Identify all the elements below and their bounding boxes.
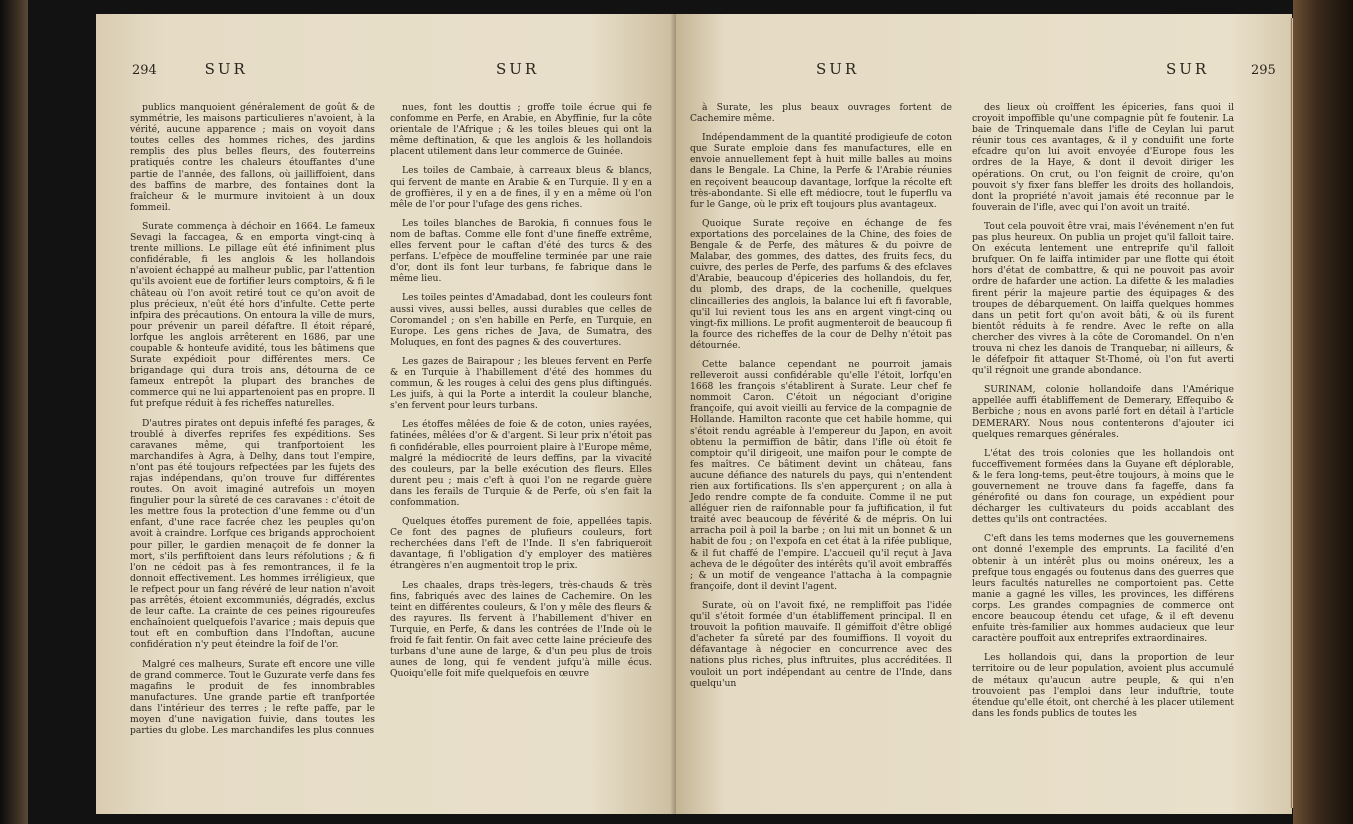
paragraph: des lieux où croîffent les épiceries, fans quoi il croyoit impoffible qu'une compagnie pût fe foutenir. La baie de Trinquemale dans l'ifle de Ceylan lui parut réunir tous ces avantages, & il y conduifit une forte efcadre qu'on lui avoit envoyée d'Europe fous les ordres de la Haye, & dont il devoit diriger les opérations. On crut, ou l'on feignit de croire, qu'on pouvoit s'y fixer fans bleffer les droits des hollandois, dont la propriété n'avoit jamais été reconnue par le fouverain de l'ifle, avec qui l'on avoit un traité. (972, 102, 1234, 213)
book-cover-left-edge (0, 0, 28, 824)
running-head: SUR (1166, 60, 1210, 78)
paragraph: Indépendamment de la quantité prodigieufe de coton que Surate emploie dans fes manufactures, elle en envoie annuellement fept à huit mille balles au moins dans le Bengale. La Chine, la Perfe & l'Arabie réunies en reçoivent beaucoup davantage, lorfque la récolte eft très-abondante. Si elle eft médiocre, tout le fuperflu va fur le Gange, où le prix eft toujours plus avantageux. (690, 132, 952, 210)
paragraph: SURINAM, colonie hollandoife dans l'Amérique appellée auffi établiffement de Demerary, Effequibo & Berbiche ; nous en avons parlé fort en détail à l'article DEMERARY. Nous nous contenterons d'ajouter ici quelques remarques générales. (972, 384, 1234, 440)
text-column-right (972, 102, 1234, 727)
paragraph: Les toiles de Cambaie, à carreaux bleus & blancs, qui fervent de mante en Arabie & en Turquie. Il y en a de groffières, il y en a de fines, il y en a même où l'on mêle de l'or pour l'ufage des gens riches. (390, 165, 652, 210)
left-page (96, 14, 676, 814)
text-column-left (690, 102, 952, 697)
paragraph: L'état des trois colonies que les hollandois ont fucceffivement formées dans la Guyane eft déplorable, & le fera long-tems, peut-être toujours, à moins que le gouvernement ne trouve dans fa fageffe, dans fa générofité ou dans fon courage, un expédient pour décharger les cultivateurs du poids accablant des dettes qu'ils ont contractées. (972, 447, 1234, 526)
page-number: 295 (1251, 63, 1276, 78)
right-page-header (1166, 60, 1276, 78)
paragraph: Cette balance cependant ne pourroit jamais relleveroit aussi confidérable qu'elle l'étoit, lorfqu'en 1668 les françois s'établirent à Surate. Leur chef fe nommoit Caron. C'étoit un négociant d'origine françoife, qui avoit vieilli au fervice de la compagnie de Hollande. Hamilton raconte que cet habile homme, qui s'étoit rendu agréable à l'empereur du Japon, en avoit obtenu la permiffion de bâtir, dans l'ifle où étoit fe comptoir qu'il dirigeoit, une maifon pour le compte de fes maîtres. Ce bâtiment devint un château, fans aucune défiance des naturels du pays, qui n'entendent rien aux fortifications. Ils s'en apperçurent ; on alla à Jedo rendre compte de fa conduite. Comme il ne put alléguer rien de raifonnable pour fa juftification, il fut traité avec beaucoup de févérité & de mépris. On lui arracha poil à poil la barbe ; on lui mit un bonnet & un habit de fou ; on l'expofa en cet état à la rifée publique, & il fut chaffé de l'empire. L'accueil qu'il reçut à Java acheva de le dégoûter des intérêts qu'il avoit embraffés ; & un motif de vengeance l'attacha à la compagnie françoife, dont il devint l'agent. (690, 358, 952, 592)
paragraph: Les chaales, draps très-legers, très-chauds & très fins, fabriqués avec des laines de Cachemire. On les teint en différentes couleurs, & l'on y mêle des fleurs & des rayures. Ils fervent à l'habillement d'hiver en Turquie, en Perfe, & dans les contrées de l'Inde où le froid fe fait fentir. On fait avec cette laine précieufe des turbans d'une aune de large, & d'un peu plus de trois aunes de long, qui fe vendent jufqu'à mille écus. Quoiqu'elle foit mife quelquefois en œuvre (390, 579, 652, 680)
paragraph: Malgré ces malheurs, Surate eft encore une ville de grand commerce. Tout le Guzurate verfe dans fes magafins le produit de fes innombrables manufactures. Une grande partie eft tranfportée dans l'intérieur des terres ; le refte paffe, par le moyen d'une navigation fuivie, dans toutes les parties du globe. Les marchandifes les plus connues (130, 658, 376, 737)
paragraph: C'eft dans les tems modernes que les gouvernemens ont donné l'exemple des emprunts. La facilité d'en obtenir à un intérêt plus ou moins onéreux, les a prefque tous engagés ou foutenus dans des guerres que leurs facultés naturelles ne comportoient pas. Cette manie a gagné les villes, les provinces, les différens corps. Les grandes compagnies de commerce ont encore beaucoup étendu cet ufage, & il eft devenu enfuite très-familier aux hommes audacieux que leur caractère pouffoit aux entreprifes extraordinaires. (972, 533, 1234, 645)
paragraph: Surate commença à déchoir en 1664. Le fameux Sevagi la faccagea, & en emporta vingt-cinq à trente millions. Le pillage eût été infiniment plus confidérable, fi les anglois & les hollandois n'avoient échappé au malheur public, par l'attention qu'ils avoient eue de fortifier leurs comptoirs, & fi le château où l'on avoit retiré tout ce qu'on avoit de plus précieux, n'eût été hors d'infulte. Cette perte infpira des précautions. On entoura la ville de murs, pour prévenir un pareil défaftre. Il étoit réparé, lorfque les anglois arrêterent en 1686, par une coupable & honteufe avidité, tous les bâtimens que Surate expédioit pour différentes mers. Ce brigandage qui dura trois ans, détourna de ce fameux entrepôt la plupart des branches de commerce qui ne lui appartenoient pas en propre. Il fut prefque réduit à fes richeffes naturelles. (130, 220, 375, 410)
running-head: SUR (204, 60, 248, 78)
paragraph: nues, font les douttis ; groffe toile écrue qui fe confomme en Perfe, en Arabie, en Abyffinie, fur la côte orientale de l'Afrique ; & les toiles bleues qui ont la même deftination, & que les anglois & les hollandois placent utilement dans leur commerce de Guinée. (390, 102, 652, 158)
text-column-right (390, 102, 652, 687)
running-head: SUR (816, 60, 860, 78)
paragraph: Les toiles peintes d'Amadabad, dont les couleurs font aussi vives, aussi belles, aussi durables que celles de Coromandel ; on s'en habille en Perfe, en Turquie, en Europe. Les gens riches de Java, de Sumatra, des Moluques, en font des pagnes & des couvertures. (390, 292, 652, 348)
right-page (676, 14, 1292, 814)
paragraph: Les hollandois qui, dans la proportion de leur territoire ou de leur population, avoient plus accumulé de métaux qu'aucun autre peuple, & qui n'en trouvoient pas l'emploi dans leur induftrie, toute étendue qu'elle étoit, ont cherché à les placer utilement dans les fonds publics de toutes les (972, 652, 1234, 719)
paragraph: Tout cela pouvoit être vrai, mais l'événement n'en fut pas plus heureux. On publia un projet qu'il falloit taire. On exécuta lentement une entreprife qu'il falloit brufquer. On fe laiffa intimider par une flotte qui étoit hors d'état de combattre, & qui ne pouvoit pas avoir ordre de hafarder une action. La difette & les maladies firent périr la majeure partie des équipages & des troupes de débarquement. On laiffa quelques hommes dans un petit fort qu'on avoit bâti, & où ils furent bientôt réduits à fe rendre. Avec le refte on alla chercher des vivres à la côte de Coromandel. On n'en trouva ni chez les danois de Tranquebar, ni ailleurs, & le défefpoir fit attaquer St-Thomé, où l'on fut averti qu'il régnoit une grande abondance. (972, 220, 1234, 377)
paragraph: à Surate, les plus beaux ouvrages fortent de Cachemire même. (690, 102, 952, 125)
paragraph: Les toiles blanches de Barokia, fi connues fous le nom de baftas. Comme elle font d'une fineffe extrême, elles fervent pour le caftan d'été des turcs & des perfans. L'efpèce de mouffeline terminée par une raie d'or, dont ils font leur turbans, fe fabrique dans le même lieu. (390, 217, 652, 285)
paragraph: publics manquoient généralement de goût & de symmétrie, les maisons particulieres n'avoient, à la vérité, aucune apparence ; mais on voyoit dans toutes celles des hommes riches, des jardins remplis des plus belles fleurs, des fouterreins pratiqués contre les chaleurs étouffantes d'une partie de l'année, des fallons, où jailliffoient, dans des baffins de marbre, des fontaines dont la fraîcheur & le murmure invitoient à un doux fommeil. (130, 102, 375, 213)
page-number: 294 (132, 63, 157, 78)
paragraph: Surate, où on l'avoit fixé, ne rempliffoit pas l'idée qu'il s'étoit formée d'un établiffement principal. Il en trouvoit la pofition mauvaife. Il gémiffoit d'être obligé d'acheter fa sûreté par des foumiffions. Il voyoit du défavantage à négocier en concurrence avec des nations plus riches, plus inftruites, plus accréditées. Il vouloit un port indépendant au centre de l'Inde, dans quelqu'un (690, 599, 952, 689)
left-page-header (132, 60, 248, 78)
running-head: SUR (496, 60, 540, 78)
paragraph: Quoique Surate reçoive en échange de fes exportations des porcelaines de la Chine, des foies de Bengale & de Perfe, des mâtures & du poivre de Malabar, des gommes, des dattes, des fruits fecs, du cuivre, des perles de Perfe, des parfums & des efclaves d'Arabie, beaucoup d'épiceries des hollandois, du fer, du plomb, des draps, de la cochenille, quelques clincailleries des anglois, la balance lui eft fi favorable, qu'il lui revient tous les ans en argent vingt-cinq ou vingt-fix millions. Le profit augmenteroit de beaucoup fi la fource des richeffes de la cour de Delhy n'étoit pas détournée. (690, 217, 952, 351)
paragraph: Les gazes de Bairapour ; les bleues fervent en Perfe & en Turquie à l'habillement d'été des hommes du commun, & les rouges à celui des gens plus diftingués. Les juifs, à qui la Porte a interdit la couleur blanche, s'en fervent pour leurs turbans. (390, 355, 652, 412)
paragraph: Quelques étoffes purement de foie, appellées tapis. Ce font des pagnes de plufieurs couleurs, fort recherchées dans l'eft de l'Inde. Il s'en fabriqueroit davantage, fi l'obligation d'y employer des matières étrangères n'en augmentoit trop le prix. (390, 516, 652, 572)
paragraph: Les étoffes mêlées de foie & de coton, unies rayées, fatinées, mêlées d'or & d'argent. Si leur prix n'étoit pas fi confidérable, elles pourroient plaire à l'Europe même, malgré la médiocrité de leurs deffins, par la vivacité des couleurs, par la belle exécution des fleurs. Elles durent peu ; mais c'eft à quoi l'on ne regarde guère dans les ferails de Turquie & de Perfe, où s'en fait la confommation. (390, 419, 652, 508)
paragraph: D'autres pirates ont depuis infefté fes parages, & troublé à diverfes reprifes fes expéditions. Ses caravanes même, qui tranfportoient les marchandifes à Agra, à Delhy, dans tout l'empire, n'ont pas été toujours refpectées par les fujets des rajas indépendans, qu'on trouve fur différentes routes. On avoit imaginé autrefois un moyen fingulier pour la sûreté de ces caravanes : c'étoit de les mettre fous la protection d'une femme ou d'un enfant, d'une race facrée chez les peuples qu'on avoit à craindre. Lorfque ces brigands approchoient pour piller, le gardien menaçoit de fe donner la mort, s'ils perfiftoient dans leurs réfolutions ; & fi l'on ne cédoit pas à fes remontrances, il fe la donnoit effectivement. Les hommes irréligieux, que le refpect pour un fang révéré de leur nation n'avoit pas arrêtés, étoient excommuniés, dégradés, exclus de leur cafte. La crainte de ces peines rigoureufes enchaînoient quelquefois l'avarice ; mais depuis que tout eft en combuftion dans l'Indoftan, aucune confidération n'y peut éteindre la foif de l'or. (130, 417, 375, 651)
text-column-left (130, 102, 375, 744)
book-cover-right-edge (1293, 0, 1353, 824)
